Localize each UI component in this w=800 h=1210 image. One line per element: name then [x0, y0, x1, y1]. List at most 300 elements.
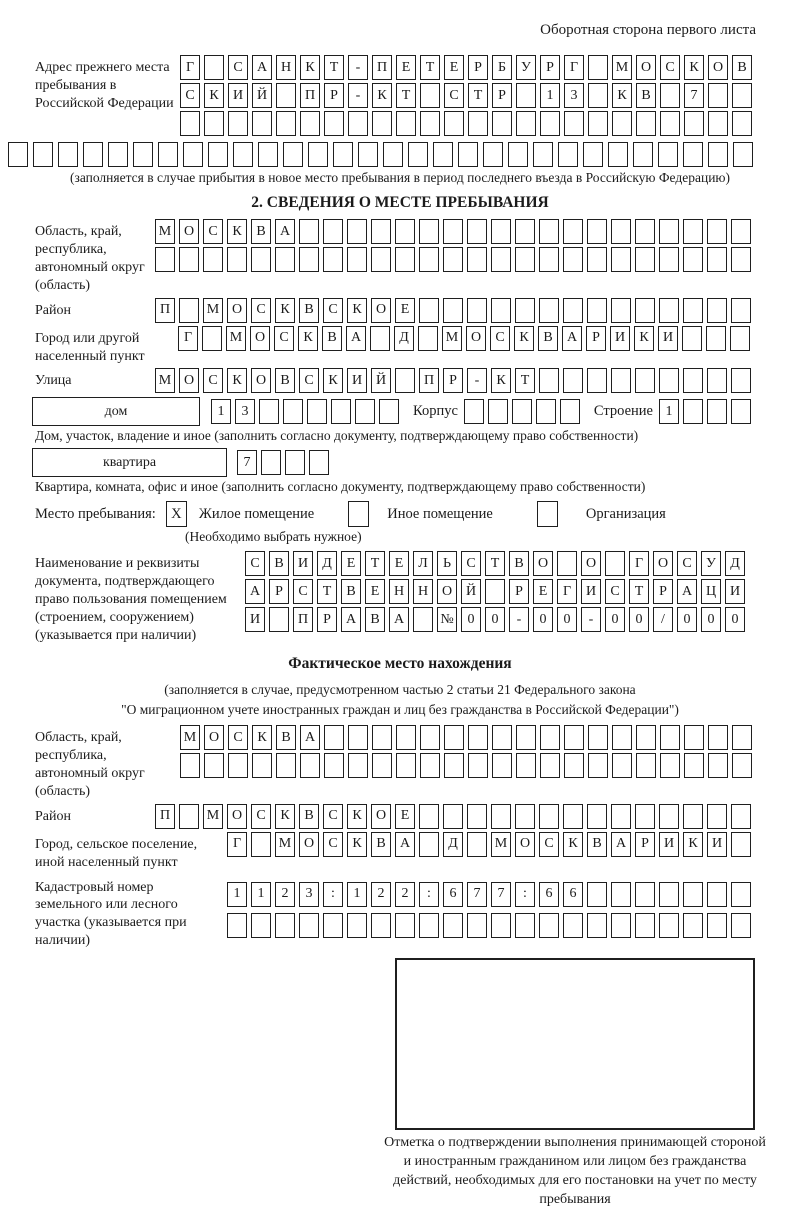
- char-cell[interactable]: [324, 111, 344, 136]
- char-cell[interactable]: [684, 753, 704, 778]
- char-cell[interactable]: :: [515, 882, 535, 907]
- char-cell[interactable]: [251, 913, 271, 938]
- char-cell[interactable]: [259, 399, 279, 424]
- char-cell[interactable]: Л: [413, 551, 433, 576]
- char-cell[interactable]: В: [636, 83, 656, 108]
- char-cell[interactable]: [300, 111, 320, 136]
- char-cell[interactable]: [491, 247, 511, 272]
- char-cell[interactable]: М: [491, 832, 511, 857]
- char-cell[interactable]: О: [250, 326, 270, 351]
- char-cell[interactable]: К: [514, 326, 534, 351]
- char-cell[interactable]: Г: [180, 55, 200, 80]
- char-cell[interactable]: [660, 83, 680, 108]
- char-cell[interactable]: [204, 111, 224, 136]
- char-cell[interactable]: [540, 111, 560, 136]
- char-cell[interactable]: К: [491, 368, 511, 393]
- char-cell[interactable]: [467, 804, 487, 829]
- char-cell[interactable]: [636, 725, 656, 750]
- char-cell[interactable]: [658, 142, 678, 167]
- char-cell[interactable]: [299, 913, 319, 938]
- char-cell[interactable]: [707, 298, 727, 323]
- char-cell[interactable]: [108, 142, 128, 167]
- char-cell[interactable]: [458, 142, 478, 167]
- char-cell[interactable]: Т: [629, 579, 649, 604]
- char-cell[interactable]: [252, 111, 272, 136]
- char-cell[interactable]: С: [605, 579, 625, 604]
- char-cell[interactable]: [683, 247, 703, 272]
- char-cell[interactable]: [635, 298, 655, 323]
- char-cell[interactable]: С: [461, 551, 481, 576]
- char-cell[interactable]: [323, 247, 343, 272]
- char-cell[interactable]: О: [299, 832, 319, 857]
- char-cell[interactable]: [419, 219, 439, 244]
- char-cell[interactable]: В: [371, 832, 391, 857]
- char-cell[interactable]: Й: [252, 83, 272, 108]
- char-cell[interactable]: 0: [533, 607, 553, 632]
- char-cell[interactable]: Р: [443, 368, 463, 393]
- char-cell[interactable]: О: [581, 551, 601, 576]
- stay-other-checkbox[interactable]: [348, 501, 369, 527]
- char-cell[interactable]: К: [227, 368, 247, 393]
- char-cell[interactable]: [179, 298, 199, 323]
- char-cell[interactable]: [515, 247, 535, 272]
- char-cell[interactable]: [536, 399, 556, 424]
- char-cell[interactable]: [396, 725, 416, 750]
- char-cell[interactable]: [372, 753, 392, 778]
- char-cell[interactable]: [464, 399, 484, 424]
- char-cell[interactable]: И: [659, 832, 679, 857]
- char-cell[interactable]: [233, 142, 253, 167]
- char-cell[interactable]: [258, 142, 278, 167]
- char-cell[interactable]: [485, 579, 505, 604]
- char-cell[interactable]: [420, 111, 440, 136]
- char-cell[interactable]: А: [389, 607, 409, 632]
- stay-residential-checkbox[interactable]: X: [166, 501, 187, 527]
- char-cell[interactable]: П: [372, 55, 392, 80]
- char-cell[interactable]: А: [395, 832, 415, 857]
- char-cell[interactable]: [283, 142, 303, 167]
- char-cell[interactable]: Н: [413, 579, 433, 604]
- char-cell[interactable]: [635, 804, 655, 829]
- char-cell[interactable]: И: [293, 551, 313, 576]
- char-cell[interactable]: [539, 298, 559, 323]
- char-cell[interactable]: [133, 142, 153, 167]
- char-cell[interactable]: С: [444, 83, 464, 108]
- char-cell[interactable]: [276, 83, 296, 108]
- char-cell[interactable]: [731, 882, 751, 907]
- char-cell[interactable]: Е: [444, 55, 464, 80]
- char-cell[interactable]: [731, 832, 751, 857]
- char-cell[interactable]: К: [347, 804, 367, 829]
- char-cell[interactable]: [395, 219, 415, 244]
- char-cell[interactable]: [324, 753, 344, 778]
- char-cell[interactable]: [588, 55, 608, 80]
- char-cell[interactable]: -: [348, 55, 368, 80]
- char-cell[interactable]: Г: [227, 832, 247, 857]
- char-cell[interactable]: [443, 247, 463, 272]
- char-cell[interactable]: [512, 399, 532, 424]
- char-cell[interactable]: [707, 399, 727, 424]
- char-cell[interactable]: У: [516, 55, 536, 80]
- char-cell[interactable]: Р: [269, 579, 289, 604]
- char-cell[interactable]: [516, 725, 536, 750]
- char-cell[interactable]: [228, 753, 248, 778]
- char-cell[interactable]: 1: [227, 882, 247, 907]
- char-cell[interactable]: [483, 142, 503, 167]
- char-cell[interactable]: /: [653, 607, 673, 632]
- char-cell[interactable]: [443, 219, 463, 244]
- char-cell[interactable]: [608, 142, 628, 167]
- char-cell[interactable]: [307, 399, 327, 424]
- char-cell[interactable]: [285, 450, 305, 475]
- char-cell[interactable]: [587, 247, 607, 272]
- char-cell[interactable]: [83, 142, 103, 167]
- char-cell[interactable]: А: [275, 219, 295, 244]
- char-cell[interactable]: К: [300, 55, 320, 80]
- char-cell[interactable]: Д: [443, 832, 463, 857]
- char-cell[interactable]: №: [437, 607, 457, 632]
- char-cell[interactable]: А: [562, 326, 582, 351]
- char-cell[interactable]: Е: [341, 551, 361, 576]
- stay-organization-checkbox[interactable]: [537, 501, 558, 527]
- char-cell[interactable]: [563, 804, 583, 829]
- char-cell[interactable]: [515, 804, 535, 829]
- char-cell[interactable]: О: [179, 368, 199, 393]
- char-cell[interactable]: [659, 368, 679, 393]
- char-cell[interactable]: [467, 247, 487, 272]
- char-cell[interactable]: В: [587, 832, 607, 857]
- char-cell[interactable]: С: [539, 832, 559, 857]
- char-cell[interactable]: В: [275, 368, 295, 393]
- char-cell[interactable]: [396, 753, 416, 778]
- char-cell[interactable]: [491, 298, 511, 323]
- char-cell[interactable]: [323, 219, 343, 244]
- char-cell[interactable]: [358, 142, 378, 167]
- char-cell[interactable]: Д: [394, 326, 414, 351]
- char-cell[interactable]: К: [252, 725, 272, 750]
- char-cell[interactable]: В: [269, 551, 289, 576]
- char-cell[interactable]: [444, 725, 464, 750]
- char-cell[interactable]: :: [419, 882, 439, 907]
- char-cell[interactable]: К: [275, 298, 295, 323]
- char-cell[interactable]: 3: [235, 399, 255, 424]
- char-cell[interactable]: С: [251, 804, 271, 829]
- char-cell[interactable]: С: [274, 326, 294, 351]
- char-cell[interactable]: Е: [365, 579, 385, 604]
- char-cell[interactable]: [300, 753, 320, 778]
- char-cell[interactable]: [540, 753, 560, 778]
- char-cell[interactable]: Е: [396, 55, 416, 80]
- char-cell[interactable]: [707, 219, 727, 244]
- char-cell[interactable]: М: [155, 368, 175, 393]
- char-cell[interactable]: К: [323, 368, 343, 393]
- char-cell[interactable]: [731, 399, 751, 424]
- char-cell[interactable]: 1: [251, 882, 271, 907]
- char-cell[interactable]: О: [251, 368, 271, 393]
- char-cell[interactable]: М: [442, 326, 462, 351]
- char-cell[interactable]: 0: [629, 607, 649, 632]
- char-cell[interactable]: [275, 913, 295, 938]
- char-cell[interactable]: С: [323, 832, 343, 857]
- char-cell[interactable]: [612, 753, 632, 778]
- char-cell[interactable]: [443, 804, 463, 829]
- char-cell[interactable]: [8, 142, 28, 167]
- char-cell[interactable]: [275, 247, 295, 272]
- char-cell[interactable]: 7: [467, 882, 487, 907]
- char-cell[interactable]: В: [538, 326, 558, 351]
- char-cell[interactable]: [467, 219, 487, 244]
- char-cell[interactable]: 7: [491, 882, 511, 907]
- char-cell[interactable]: К: [634, 326, 654, 351]
- char-cell[interactable]: М: [155, 219, 175, 244]
- char-cell[interactable]: [371, 247, 391, 272]
- char-cell[interactable]: Т: [485, 551, 505, 576]
- char-cell[interactable]: [395, 247, 415, 272]
- char-cell[interactable]: [276, 753, 296, 778]
- char-cell[interactable]: [348, 753, 368, 778]
- char-cell[interactable]: [731, 804, 751, 829]
- char-cell[interactable]: [683, 298, 703, 323]
- char-cell[interactable]: Р: [586, 326, 606, 351]
- char-cell[interactable]: [635, 219, 655, 244]
- char-cell[interactable]: [707, 913, 727, 938]
- char-cell[interactable]: [683, 368, 703, 393]
- char-cell[interactable]: [515, 298, 535, 323]
- char-cell[interactable]: О: [515, 832, 535, 857]
- char-cell[interactable]: [684, 725, 704, 750]
- char-cell[interactable]: О: [371, 804, 391, 829]
- char-cell[interactable]: [413, 607, 433, 632]
- char-cell[interactable]: [659, 913, 679, 938]
- char-cell[interactable]: [731, 368, 751, 393]
- char-cell[interactable]: [706, 326, 726, 351]
- char-cell[interactable]: [683, 882, 703, 907]
- char-cell[interactable]: [491, 219, 511, 244]
- char-cell[interactable]: [731, 247, 751, 272]
- char-cell[interactable]: [587, 298, 607, 323]
- char-cell[interactable]: [371, 913, 391, 938]
- char-cell[interactable]: [660, 725, 680, 750]
- char-cell[interactable]: [158, 142, 178, 167]
- char-cell[interactable]: В: [341, 579, 361, 604]
- char-cell[interactable]: [539, 247, 559, 272]
- char-cell[interactable]: И: [347, 368, 367, 393]
- char-cell[interactable]: А: [300, 725, 320, 750]
- char-cell[interactable]: О: [466, 326, 486, 351]
- char-cell[interactable]: [611, 913, 631, 938]
- char-cell[interactable]: [433, 142, 453, 167]
- char-cell[interactable]: С: [299, 368, 319, 393]
- char-cell[interactable]: О: [371, 298, 391, 323]
- char-cell[interactable]: О: [636, 55, 656, 80]
- char-cell[interactable]: [588, 111, 608, 136]
- char-cell[interactable]: [202, 326, 222, 351]
- char-cell[interactable]: [708, 725, 728, 750]
- char-cell[interactable]: [508, 142, 528, 167]
- char-cell[interactable]: [155, 247, 175, 272]
- char-cell[interactable]: И: [245, 607, 265, 632]
- char-cell[interactable]: [564, 111, 584, 136]
- char-cell[interactable]: П: [155, 298, 175, 323]
- char-cell[interactable]: В: [732, 55, 752, 80]
- char-cell[interactable]: [371, 219, 391, 244]
- char-cell[interactable]: [539, 804, 559, 829]
- char-cell[interactable]: Р: [540, 55, 560, 80]
- char-cell[interactable]: И: [581, 579, 601, 604]
- char-cell[interactable]: [587, 882, 607, 907]
- char-cell[interactable]: [588, 725, 608, 750]
- char-cell[interactable]: [563, 913, 583, 938]
- char-cell[interactable]: Т: [365, 551, 385, 576]
- char-cell[interactable]: И: [658, 326, 678, 351]
- char-cell[interactable]: [611, 219, 631, 244]
- char-cell[interactable]: [633, 142, 653, 167]
- char-cell[interactable]: [418, 326, 438, 351]
- char-cell[interactable]: [444, 111, 464, 136]
- char-cell[interactable]: Г: [564, 55, 584, 80]
- char-cell[interactable]: [347, 247, 367, 272]
- char-cell[interactable]: М: [275, 832, 295, 857]
- char-cell[interactable]: [707, 368, 727, 393]
- char-cell[interactable]: 6: [539, 882, 559, 907]
- char-cell[interactable]: О: [227, 298, 247, 323]
- char-cell[interactable]: [539, 913, 559, 938]
- char-cell[interactable]: [558, 142, 578, 167]
- char-cell[interactable]: -: [581, 607, 601, 632]
- char-cell[interactable]: [491, 804, 511, 829]
- char-cell[interactable]: М: [180, 725, 200, 750]
- char-cell[interactable]: С: [677, 551, 697, 576]
- char-cell[interactable]: [731, 219, 751, 244]
- char-cell[interactable]: П: [293, 607, 313, 632]
- char-cell[interactable]: [660, 111, 680, 136]
- char-cell[interactable]: О: [227, 804, 247, 829]
- char-cell[interactable]: С: [323, 804, 343, 829]
- char-cell[interactable]: [707, 247, 727, 272]
- char-cell[interactable]: [588, 753, 608, 778]
- char-cell[interactable]: [299, 219, 319, 244]
- char-cell[interactable]: [420, 753, 440, 778]
- char-cell[interactable]: К: [275, 804, 295, 829]
- char-cell[interactable]: 6: [443, 882, 463, 907]
- char-cell[interactable]: С: [251, 298, 271, 323]
- char-cell[interactable]: [587, 913, 607, 938]
- char-cell[interactable]: [419, 298, 439, 323]
- char-cell[interactable]: [324, 725, 344, 750]
- char-cell[interactable]: О: [437, 579, 457, 604]
- char-cell[interactable]: [684, 111, 704, 136]
- char-cell[interactable]: Т: [317, 579, 337, 604]
- char-cell[interactable]: Г: [557, 579, 577, 604]
- char-cell[interactable]: [515, 913, 535, 938]
- char-cell[interactable]: [208, 142, 228, 167]
- char-cell[interactable]: С: [228, 725, 248, 750]
- char-cell[interactable]: [683, 804, 703, 829]
- char-cell[interactable]: А: [677, 579, 697, 604]
- char-cell[interactable]: В: [299, 298, 319, 323]
- char-cell[interactable]: [261, 450, 281, 475]
- char-cell[interactable]: Р: [492, 83, 512, 108]
- char-cell[interactable]: [563, 247, 583, 272]
- char-cell[interactable]: [179, 804, 199, 829]
- char-cell[interactable]: П: [300, 83, 320, 108]
- char-cell[interactable]: Р: [468, 55, 488, 80]
- char-cell[interactable]: [323, 913, 343, 938]
- char-cell[interactable]: Е: [533, 579, 553, 604]
- char-cell[interactable]: [708, 111, 728, 136]
- char-cell[interactable]: В: [251, 219, 271, 244]
- char-cell[interactable]: [372, 111, 392, 136]
- char-cell[interactable]: [732, 725, 752, 750]
- char-cell[interactable]: [560, 399, 580, 424]
- char-cell[interactable]: [348, 725, 368, 750]
- char-cell[interactable]: 7: [684, 83, 704, 108]
- char-cell[interactable]: [309, 450, 329, 475]
- char-cell[interactable]: [683, 913, 703, 938]
- char-cell[interactable]: [659, 804, 679, 829]
- char-cell[interactable]: [395, 368, 415, 393]
- char-cell[interactable]: Д: [317, 551, 337, 576]
- char-cell[interactable]: С: [245, 551, 265, 576]
- char-cell[interactable]: -: [467, 368, 487, 393]
- char-cell[interactable]: [419, 832, 439, 857]
- char-cell[interactable]: [372, 725, 392, 750]
- char-cell[interactable]: С: [660, 55, 680, 80]
- char-cell[interactable]: [516, 111, 536, 136]
- char-cell[interactable]: [370, 326, 390, 351]
- char-cell[interactable]: Р: [653, 579, 673, 604]
- char-cell[interactable]: 3: [564, 83, 584, 108]
- char-cell[interactable]: [611, 368, 631, 393]
- char-cell[interactable]: -: [509, 607, 529, 632]
- char-cell[interactable]: [708, 753, 728, 778]
- char-cell[interactable]: В: [365, 607, 385, 632]
- char-cell[interactable]: М: [612, 55, 632, 80]
- char-cell[interactable]: [379, 399, 399, 424]
- char-cell[interactable]: 0: [677, 607, 697, 632]
- char-cell[interactable]: Р: [635, 832, 655, 857]
- char-cell[interactable]: [611, 882, 631, 907]
- char-cell[interactable]: И: [707, 832, 727, 857]
- char-cell[interactable]: [635, 882, 655, 907]
- char-cell[interactable]: [515, 219, 535, 244]
- char-cell[interactable]: [611, 804, 631, 829]
- char-cell[interactable]: Б: [492, 55, 512, 80]
- char-cell[interactable]: О: [708, 55, 728, 80]
- char-cell[interactable]: [276, 111, 296, 136]
- char-cell[interactable]: Д: [725, 551, 745, 576]
- char-cell[interactable]: К: [204, 83, 224, 108]
- char-cell[interactable]: [557, 551, 577, 576]
- char-cell[interactable]: [179, 247, 199, 272]
- char-cell[interactable]: [467, 913, 487, 938]
- char-cell[interactable]: [588, 83, 608, 108]
- char-cell[interactable]: М: [203, 298, 223, 323]
- char-cell[interactable]: Т: [515, 368, 535, 393]
- char-cell[interactable]: А: [611, 832, 631, 857]
- char-cell[interactable]: Г: [178, 326, 198, 351]
- char-cell[interactable]: [395, 913, 415, 938]
- char-cell[interactable]: [587, 804, 607, 829]
- char-cell[interactable]: [355, 399, 375, 424]
- char-cell[interactable]: 2: [395, 882, 415, 907]
- char-cell[interactable]: [707, 882, 727, 907]
- char-cell[interactable]: М: [226, 326, 246, 351]
- char-cell[interactable]: [443, 913, 463, 938]
- char-cell[interactable]: [228, 111, 248, 136]
- char-cell[interactable]: [612, 111, 632, 136]
- char-cell[interactable]: К: [347, 298, 367, 323]
